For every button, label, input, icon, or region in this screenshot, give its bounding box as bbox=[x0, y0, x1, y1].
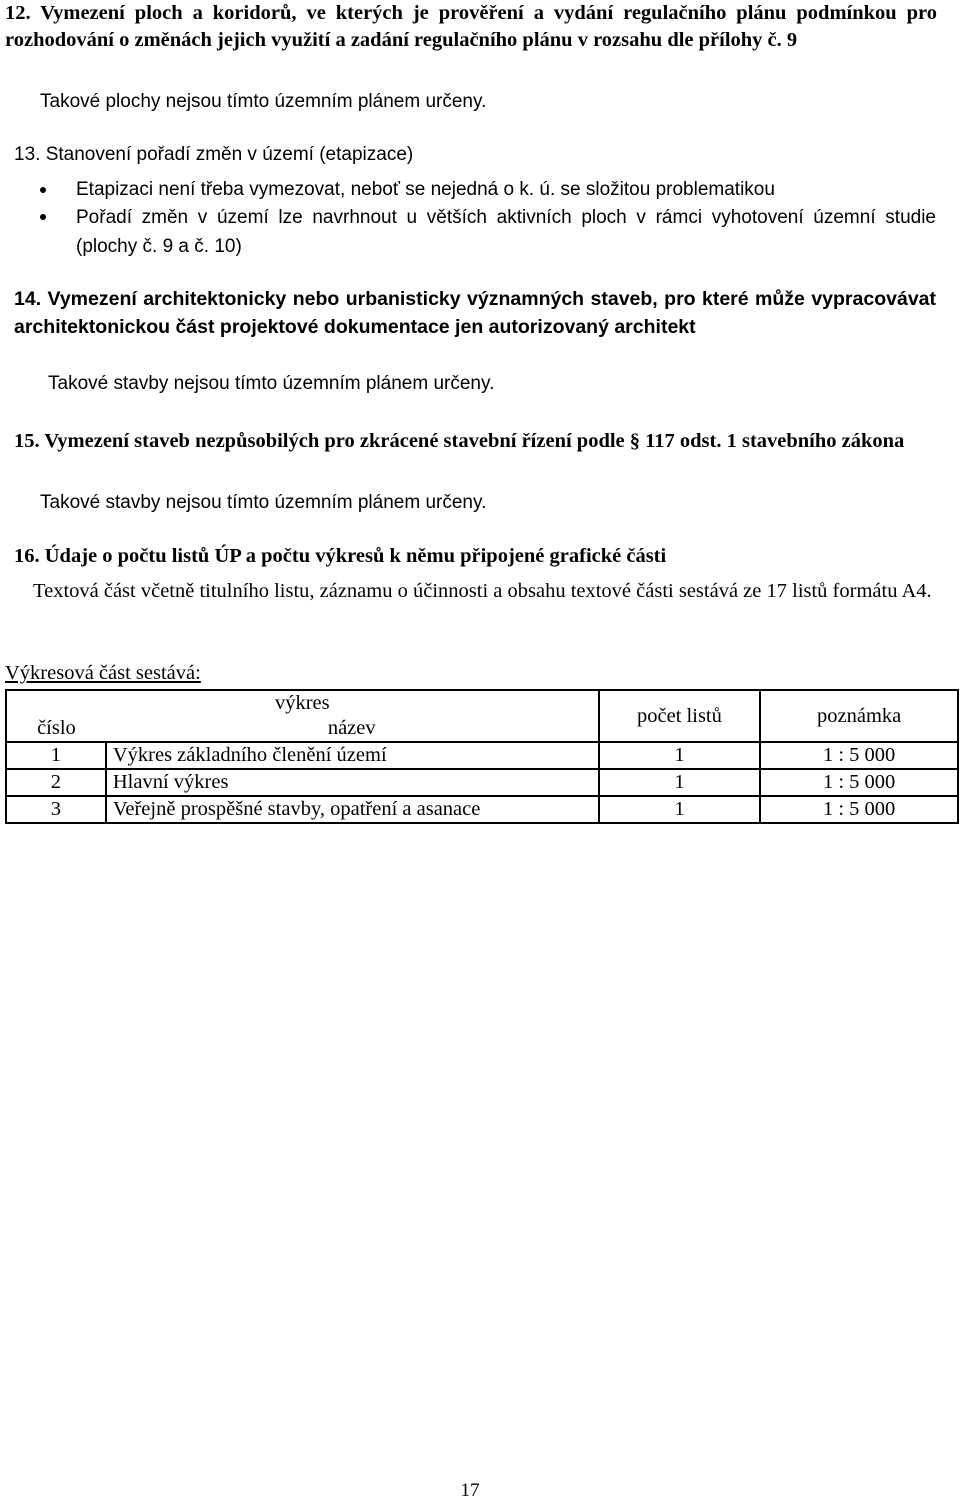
section-14-text: Takové stavby nejsou tímto územním plánem určeny. bbox=[48, 373, 495, 394]
section-13-heading-text: 13. Stanovení pořadí změn v území (etapizace) bbox=[14, 144, 414, 165]
row-sheets: 1 bbox=[599, 742, 761, 769]
section-12-text: Takové plochy nejsou tímto územním plánem určeny. bbox=[40, 91, 487, 112]
section-13-bullet-2 bbox=[0, 203, 960, 257]
bullet-text: Pořadí změn v území lze navrhnout u větších aktivních ploch v rámci vyhotovení územní studie (plochy č. 9 a č. 10) bbox=[76, 207, 936, 257]
section-16-text: Textová část včetně titulního listu, záznamu o účinnosti a obsahu textové části sestává ze 17 listů formátu A4. bbox=[33, 580, 932, 602]
table-caption: Výkresová část sestává: bbox=[5, 662, 201, 684]
section-13-bullet-1 bbox=[0, 176, 960, 203]
bullet-icon bbox=[40, 187, 46, 193]
section-15-text: Takové stavby nejsou tímto územním plánem určeny. bbox=[40, 492, 487, 513]
row-number: 3 bbox=[6, 796, 106, 823]
header-number: číslo bbox=[6, 716, 106, 742]
section-13-heading bbox=[14, 141, 914, 168]
row-note: 1 : 5 000 bbox=[760, 769, 958, 796]
table-header-row-1 bbox=[6, 690, 958, 716]
section-12-heading: 12. Vymezení ploch a koridorů, ve kterých je prověření a vydání regulačního plánu podmínkou pro rozhodování o změnách jejich využití a zadání regulačního plánu v rozsahu dle přílohy č. 9 bbox=[5, 2, 937, 51]
row-name: Hlavní výkres bbox=[106, 769, 599, 796]
header-name: název bbox=[106, 716, 599, 742]
table-row bbox=[6, 769, 958, 796]
drawings-table bbox=[5, 689, 959, 824]
bullet-text: Etapizaci není třeba vymezovat, neboť se nejedná o k. ú. se složitou problematikou bbox=[76, 179, 775, 200]
row-note: 1 : 5 000 bbox=[760, 742, 958, 769]
row-sheets: 1 bbox=[599, 769, 761, 796]
row-note: 1 : 5 000 bbox=[760, 796, 958, 823]
header-drawing: výkres bbox=[6, 690, 599, 716]
table-row bbox=[6, 742, 958, 769]
table-row bbox=[6, 796, 958, 823]
header-note: poznámka bbox=[760, 690, 958, 742]
page-number: 17 bbox=[460, 1480, 480, 1501]
row-name: Výkres základního členění území bbox=[106, 742, 599, 769]
bullet-icon bbox=[40, 214, 46, 220]
header-sheet-count: počet listů bbox=[599, 690, 761, 742]
section-16-heading: 16. Údaje o počtu listů ÚP a počtu výkresů k němu připojené grafické části bbox=[14, 545, 667, 567]
row-number: 2 bbox=[6, 769, 106, 796]
section-14-heading: 14. Vymezení architektonicky nebo urbanisticky významných staveb, pro které může vypracovávat architektonickou část projektové dokumentace jen autorizovaný architekt bbox=[14, 288, 936, 338]
row-number: 1 bbox=[6, 742, 106, 769]
row-sheets: 1 bbox=[599, 796, 761, 823]
row-name: Veřejně prospěšné stavby, opatření a asanace bbox=[106, 796, 599, 823]
section-15-heading: 15. Vymezení staveb nezpůsobilých pro zkrácené stavební řízení podle § 117 odst. 1 stavebního zákona bbox=[14, 430, 905, 452]
